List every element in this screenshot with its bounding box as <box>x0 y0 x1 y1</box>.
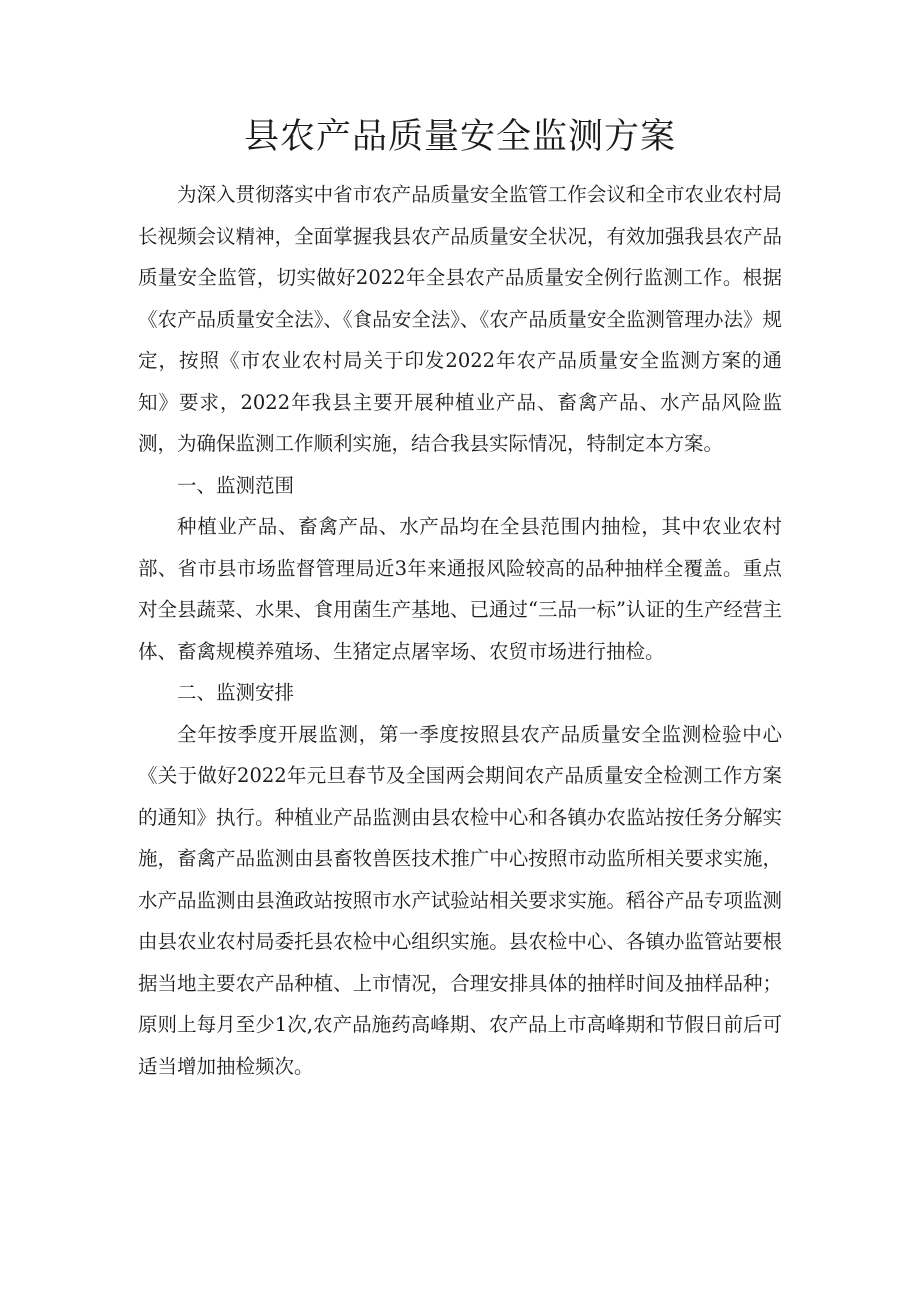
section-heading-scope: 一、监测范围 <box>177 473 295 497</box>
scope-paragraph: 种植业产品、畜禽产品、水产品均在全县范围内抽检，其中农业农村部、省市县市场监督管理局近3年来通报风险较高的品种抽样全覆盖。重点对全县蔬菜、水果、食用菌生产基地、已通过“三品一标”认证的生产经营主体、畜禽规模养殖场、生猪定点屠宰场、农贸市场进行抽检。 <box>138 515 782 663</box>
intro-paragraph: 为深入贯彻落实中省市农产品质量安全监管工作会议和全市农业农村局长视频会议精神，全面掌握我县农产品质量安全状况，有效加强我县农产品质量安全监管，切实做好2022年全县农产品质量安全例行监测工作。根据《农产品质量安全法》、《食品安全法》、《农产品质量安全监测管理办法》规定，按照《市农业农村局关于印发2022年农产品质量安全监测方案的通知》要求，2022年我县主要开展种植业产品、畜禽产品、水产品风险监测，为确保监测工作顺利实施，结合我县实际情况，特制定本方案。 <box>138 183 782 455</box>
arrangement-paragraph: 全年按季度开展监测，第一季度按照县农产品质量安全监测检验中心《关于做好2022年元旦春节及全国两会期间农产品质量安全检测工作方案的通知》执行。种植业产品监测由县农检中心和各镇办农监站按任务分解实施，畜禽产品监测由县畜牧兽医技术推广中心按照市动监所相关要求实施，水产品监测由县渔政站按照市水产试验站相关要求实施。稻谷产品专项监测由县农业农村局委托县农检中心组织实施。县农检中心、各镇办监管站要根据当地主要农产品种植、上市情况，合理安排具体的抽样时间及抽样品种；原则上每月至少1次,农产品施药高峰期、农产品上市高峰期和节假日前后可适当增加抽检频次。 <box>138 722 782 1078</box>
section-heading-arrangement: 二、监测安排 <box>177 681 295 704</box>
document-title: 县农产品质量安全监测方案 <box>243 117 676 157</box>
document-body <box>138 174 782 1087</box>
